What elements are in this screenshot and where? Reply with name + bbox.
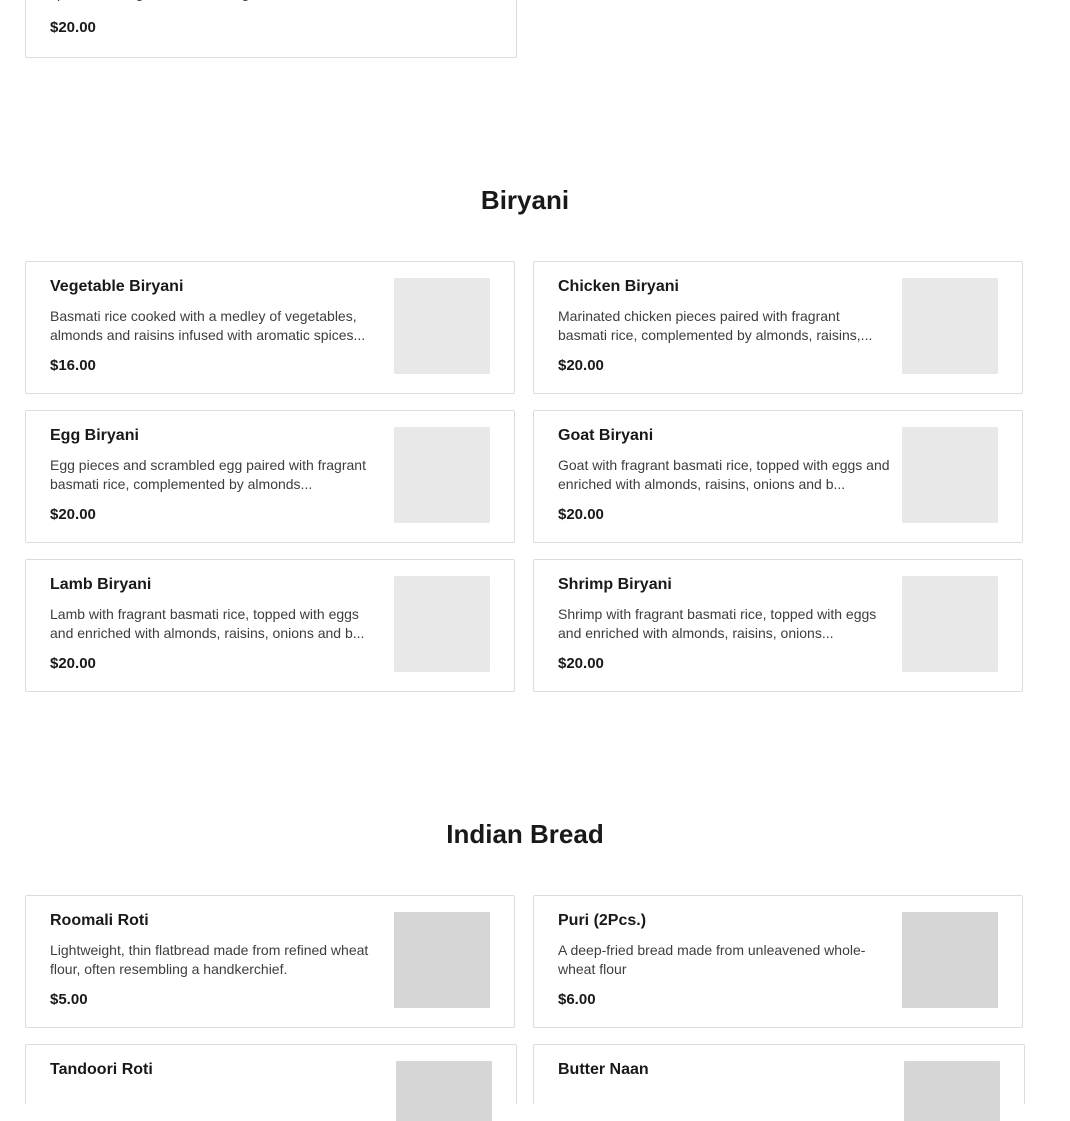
item-name: Egg Biryani xyxy=(50,427,139,444)
menu-item-card[interactable] xyxy=(25,1044,517,1104)
menu-item-card[interactable] xyxy=(25,410,515,543)
item-image xyxy=(902,278,998,374)
item-image xyxy=(902,912,998,1008)
menu-item-card[interactable] xyxy=(25,895,515,1028)
item-name: Tandoori Roti xyxy=(50,1061,153,1078)
section-title-indian-bread: Indian Bread xyxy=(446,819,604,849)
item-description: A deep-fried bread made from unleavened whole-wheat flour xyxy=(558,942,866,977)
item-description: Goat with fragrant basmati rice, topped with eggs and enriched with almonds, raisins, onions and b... xyxy=(558,457,890,492)
section-title-biryani: Biryani xyxy=(480,185,570,215)
menu-item-card[interactable] xyxy=(533,1044,1025,1104)
item-image xyxy=(396,1061,492,1121)
menu-item-card[interactable] xyxy=(25,559,515,692)
item-image xyxy=(394,427,490,523)
item-name: Butter Naan xyxy=(558,1061,649,1078)
item-price: $20.00 xyxy=(558,357,604,374)
item-description xyxy=(50,0,382,3)
item-name: Vegetable Biryani xyxy=(50,278,184,295)
item-price: $20.00 xyxy=(558,655,604,672)
item-price: $6.00 xyxy=(558,991,596,1008)
menu-item-card[interactable] xyxy=(533,410,1023,543)
menu-item-card[interactable] xyxy=(533,261,1023,394)
item-description: Marinated chicken pieces paired with fragrant basmati rice, complemented by almonds, raisins,... xyxy=(558,308,873,343)
item-description: Basmati rice cooked with a medley of vegetables, almonds and raisins infused with aromatic spices... xyxy=(50,308,366,343)
menu-item-card[interactable] xyxy=(25,0,517,58)
item-description: Lamb with fragrant basmati rice, topped with eggs and enriched with almonds, raisins, onions and b... xyxy=(50,606,365,641)
item-description: Shrimp with fragrant basmati rice, topped with eggs and enriched with almonds, raisins, onions... xyxy=(558,606,877,641)
item-description: Lightweight, thin flatbread made from refined wheat flour, often resembling a handkerchief. xyxy=(50,942,369,977)
item-name: Puri (2Pcs.) xyxy=(558,912,647,929)
item-price: $16.00 xyxy=(50,357,96,374)
item-price: $20.00 xyxy=(558,506,604,523)
item-name: Roomali Roti xyxy=(50,912,149,929)
item-name: Shrimp Biryani xyxy=(558,576,672,593)
menu-item-card[interactable] xyxy=(25,261,515,394)
item-price: $20.00 xyxy=(50,655,96,672)
item-image xyxy=(904,1061,1000,1121)
item-name: Chicken Biryani xyxy=(558,278,679,295)
item-name: Goat Biryani xyxy=(558,427,654,444)
item-image xyxy=(902,576,998,672)
item-name: Lamb Biryani xyxy=(50,576,152,593)
item-image xyxy=(902,427,998,523)
item-price: $20.00 xyxy=(50,506,96,523)
menu-item-card[interactable] xyxy=(533,895,1023,1028)
item-price: $5.00 xyxy=(50,991,88,1008)
item-price: $20.00 xyxy=(50,19,96,36)
item-image xyxy=(394,576,490,672)
item-image xyxy=(394,912,490,1008)
item-image xyxy=(394,278,490,374)
item-description: Egg pieces and scrambled egg paired with fragrant basmati rice, complemented by almonds... xyxy=(50,457,366,492)
menu-item-card[interactable] xyxy=(533,559,1023,692)
